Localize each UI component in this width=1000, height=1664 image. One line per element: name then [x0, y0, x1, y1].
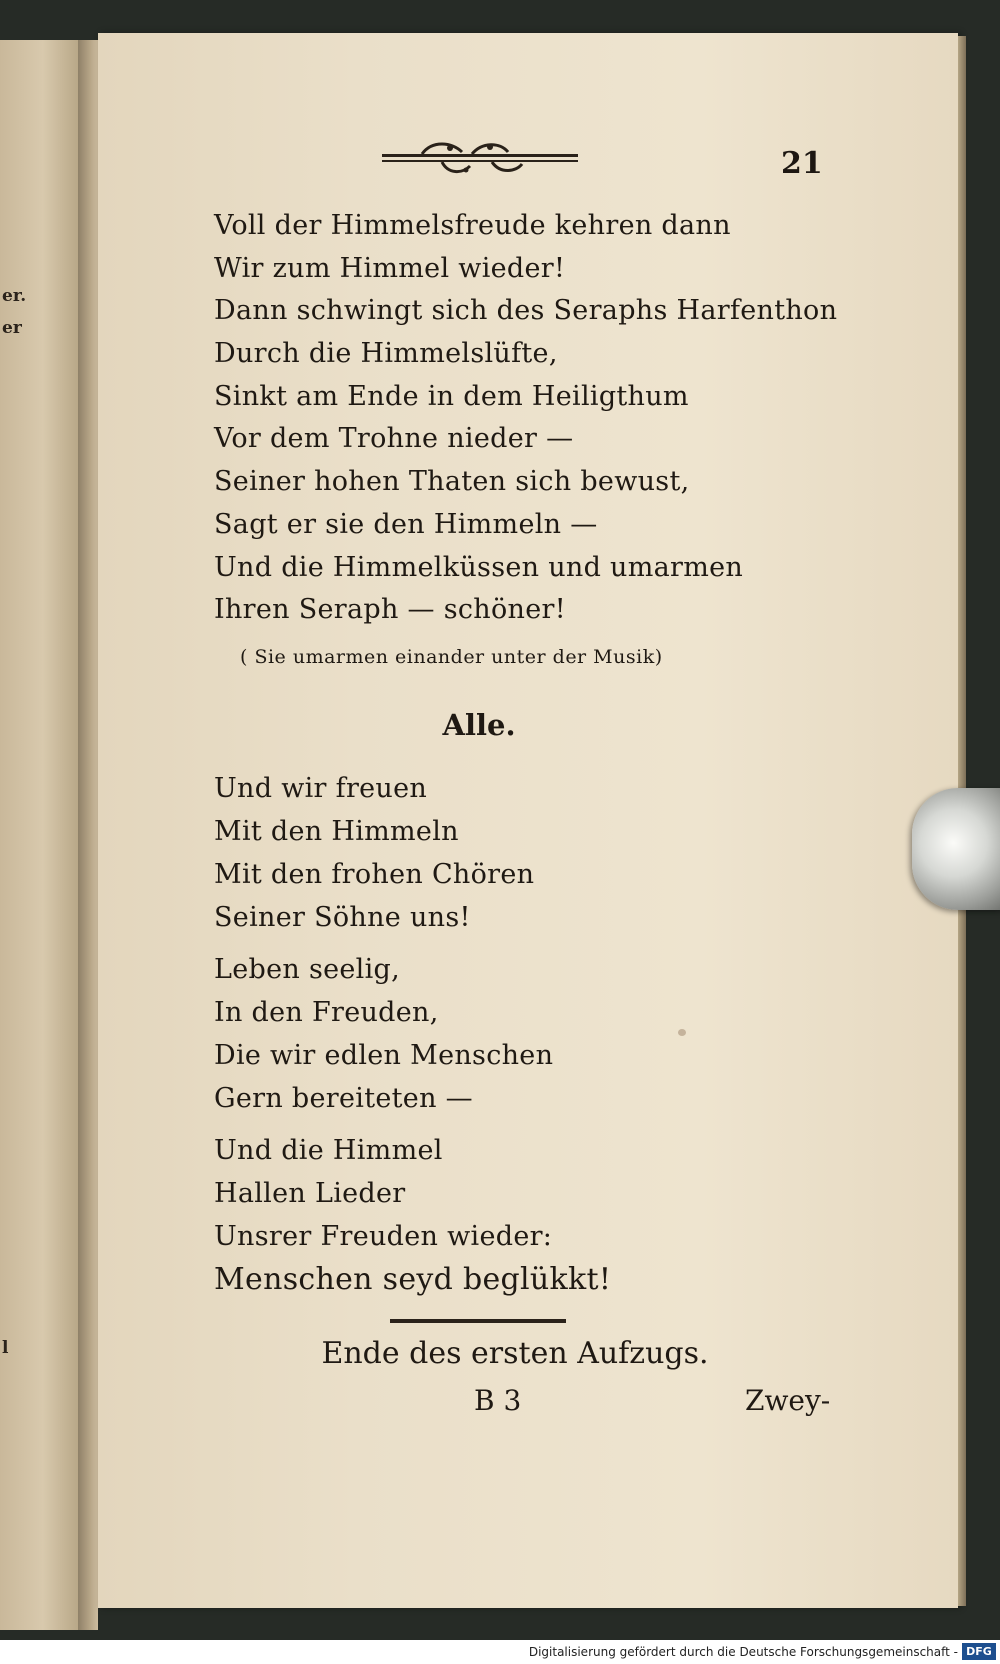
- dfg-logo-icon: DFG: [962, 1643, 996, 1660]
- verse-line: Seiner Söhne uns!: [214, 902, 471, 933]
- left-page-fragment: er.: [2, 286, 27, 306]
- book-gutter: [78, 40, 98, 1630]
- verse-line: Und die Himmel: [214, 1135, 443, 1166]
- page-number: 21: [781, 146, 823, 181]
- verse-line: Voll der Himmelsfreude kehren dann: [214, 210, 731, 241]
- verse-block: [214, 948, 553, 1120]
- verse-line: Unsrer Freuden wieder:: [214, 1221, 553, 1252]
- page-clip: [912, 788, 1000, 910]
- end-of-act: Ende des ersten Aufzugs.: [321, 1336, 709, 1371]
- ornament-vignette: [382, 138, 578, 180]
- end-rule: [390, 1319, 566, 1323]
- catchword: Zwey-: [745, 1384, 831, 1417]
- verse-line: Und wir freuen: [214, 773, 428, 804]
- verse-block: [214, 205, 854, 632]
- verse-line: Sinkt am Ende in dem Heiligthum: [214, 380, 689, 412]
- verse-line: Dann schwingt sich des Seraphs Harfenthon: [214, 295, 838, 327]
- stage-direction: ( Sie umarmen einander unter der Musik): [240, 646, 663, 668]
- verse-line: Wir zum Himmel wieder!: [214, 252, 566, 284]
- verse-line: Und die Himmelküssen und umarmen: [214, 551, 744, 583]
- paper-spot: [678, 1029, 686, 1036]
- left-page-edge: [0, 40, 78, 1630]
- verse-line: Leben seelig,: [214, 954, 400, 985]
- signature-mark: B 3: [474, 1384, 522, 1417]
- verse-block: [214, 1129, 611, 1301]
- verse-line: Menschen seyd beglükkt!: [214, 1262, 612, 1297]
- verse-line: Hallen Lieder: [214, 1178, 406, 1209]
- speaker-name: Alle.: [442, 708, 516, 742]
- verse-line: Ihren Seraph — schöner!: [214, 594, 566, 626]
- footer-credit: Digitalisierung gefördert durch die Deutsche Forschungsgemeinschaft -: [528, 1645, 958, 1659]
- verse-line: Mit den Himmeln: [214, 816, 459, 847]
- speaker-heading: [0, 708, 958, 742]
- verse-line: Mit den frohen Chören: [214, 859, 535, 890]
- verse-line: Vor dem Trohne nieder —: [214, 423, 574, 455]
- verse-line: Durch die Himmelslüfte,: [214, 338, 558, 370]
- verse-line: Die wir edlen Menschen: [214, 1040, 554, 1071]
- verse-line: In den Freuden,: [214, 997, 439, 1028]
- verse-line: Gern bereiteten —: [214, 1083, 473, 1114]
- verse-line: Seiner hohen Thaten sich bewust,: [214, 466, 690, 498]
- left-page-fragment: er: [2, 318, 22, 338]
- left-page-fragment: l: [2, 1338, 9, 1358]
- verse-line: Sagt er sie den Himmeln —: [214, 508, 598, 540]
- verse-block: [214, 767, 534, 939]
